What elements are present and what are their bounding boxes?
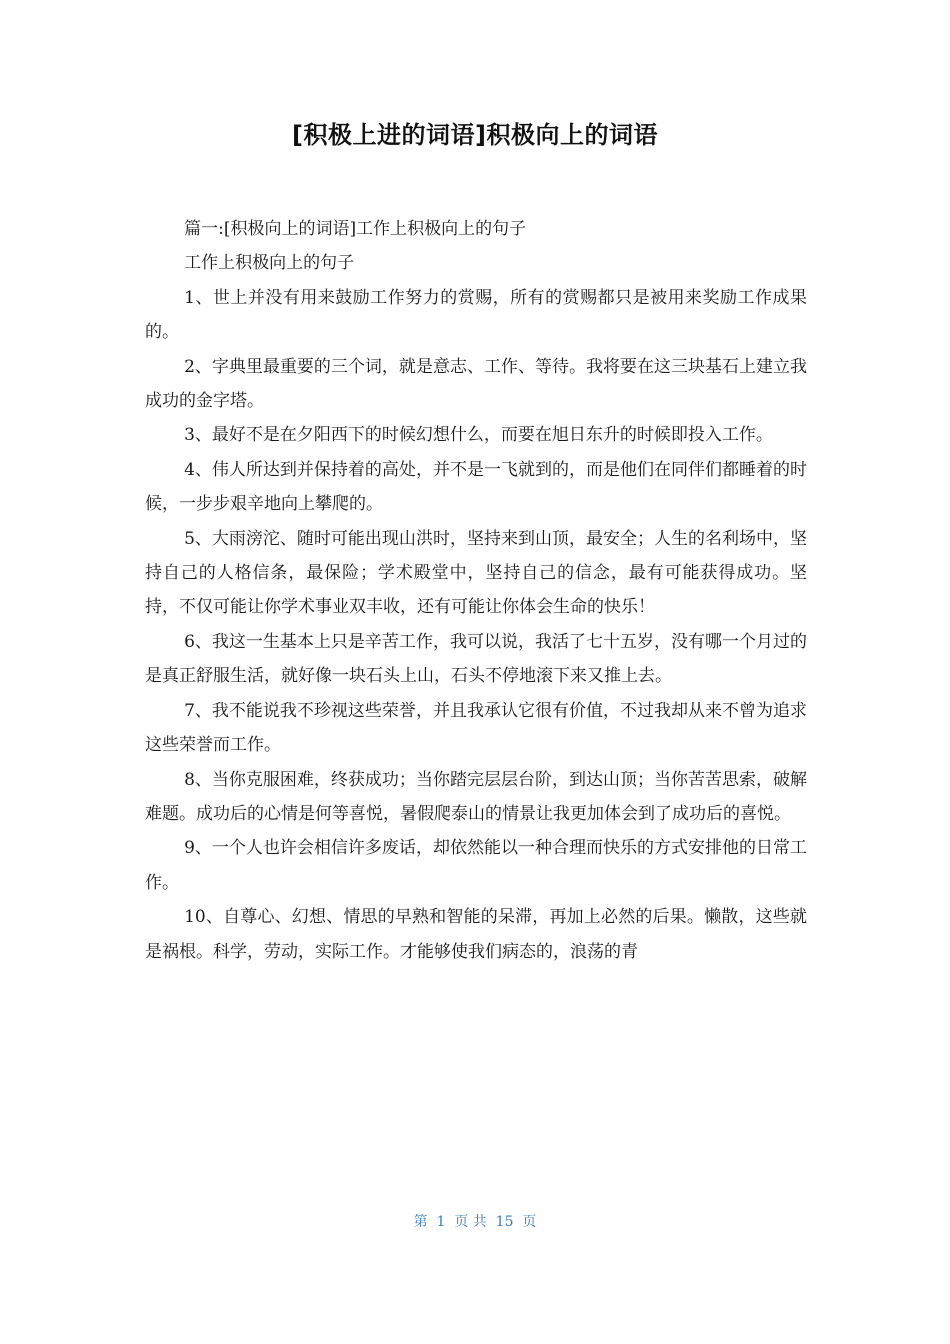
paragraph: 5、大雨滂沱、随时可能出现山洪时，坚持来到山顶，最安全；人生的名利场中，坚持自己的人格信条，最保险；学术殿堂中，坚持自己的信念，最有可能获得成功。坚持，不仅可能让你学术事业双丰收，还有可能让你体会生命的快乐！ xyxy=(145,528,807,618)
paragraph: 10、自尊心、幻想、情思的早熟和智能的呆滞，再加上必然的后果。懒散，这些就是祸根。科学，劳动，实际工作。才能够使我们病态的，浪荡的青 xyxy=(145,907,807,962)
paragraph: 4、伟人所达到并保持着的高处，并不是一飞就到的，而是他们在同伴们都睡着的时候，一步步艰辛地向上攀爬的。 xyxy=(145,459,807,515)
paragraph: 1、世上并没有用来鼓励工作努力的赏赐，所有的赏赐都只是被用来奖励工作成果的。 xyxy=(145,287,807,343)
document-body xyxy=(145,212,807,969)
paragraph: 9、一个人也许会相信许多废话，却依然能以一种合理而快乐的方式安排他的日常工作。 xyxy=(145,838,807,893)
section-heading: 篇一:[积极向上的词语]工作上积极向上的句子 xyxy=(184,219,527,239)
paragraph: 6、我这一生基本上只是辛苦工作，我可以说，我活了七十五岁，没有哪一个月过的是真正舒服生活，就好像一块石头上山，石头不停地滚下来又推上去。 xyxy=(145,631,807,687)
paragraph: 3、最好不是在夕阳西下的时候幻想什么，而要在旭日东升的时候即投入工作。 xyxy=(184,425,773,446)
page-number-footer: 第 1 页 共 15 页 xyxy=(413,1214,537,1230)
paragraph: 8、当你克服困难，终获成功；当你踏完层层台阶，到达山顶；当你苦苦思索，破解难题。成功后的心情是何等喜悦，暑假爬泰山的情景让我更加体会到了成功后的喜悦。 xyxy=(145,769,807,824)
subheading: 工作上积极向上的句子 xyxy=(184,253,355,274)
paragraph: 2、字典里最重要的三个词，就是意志、工作、等待。我将要在这三块基石上建立我成功的金字塔。 xyxy=(145,356,807,412)
document-title: [积极上进的词语]积极向上的词语 xyxy=(292,121,658,149)
paragraph: 7、我不能说我不珍视这些荣誉，并且我承认它很有价值，不过我却从来不曾为追求这些荣誉而工作。 xyxy=(145,700,807,756)
